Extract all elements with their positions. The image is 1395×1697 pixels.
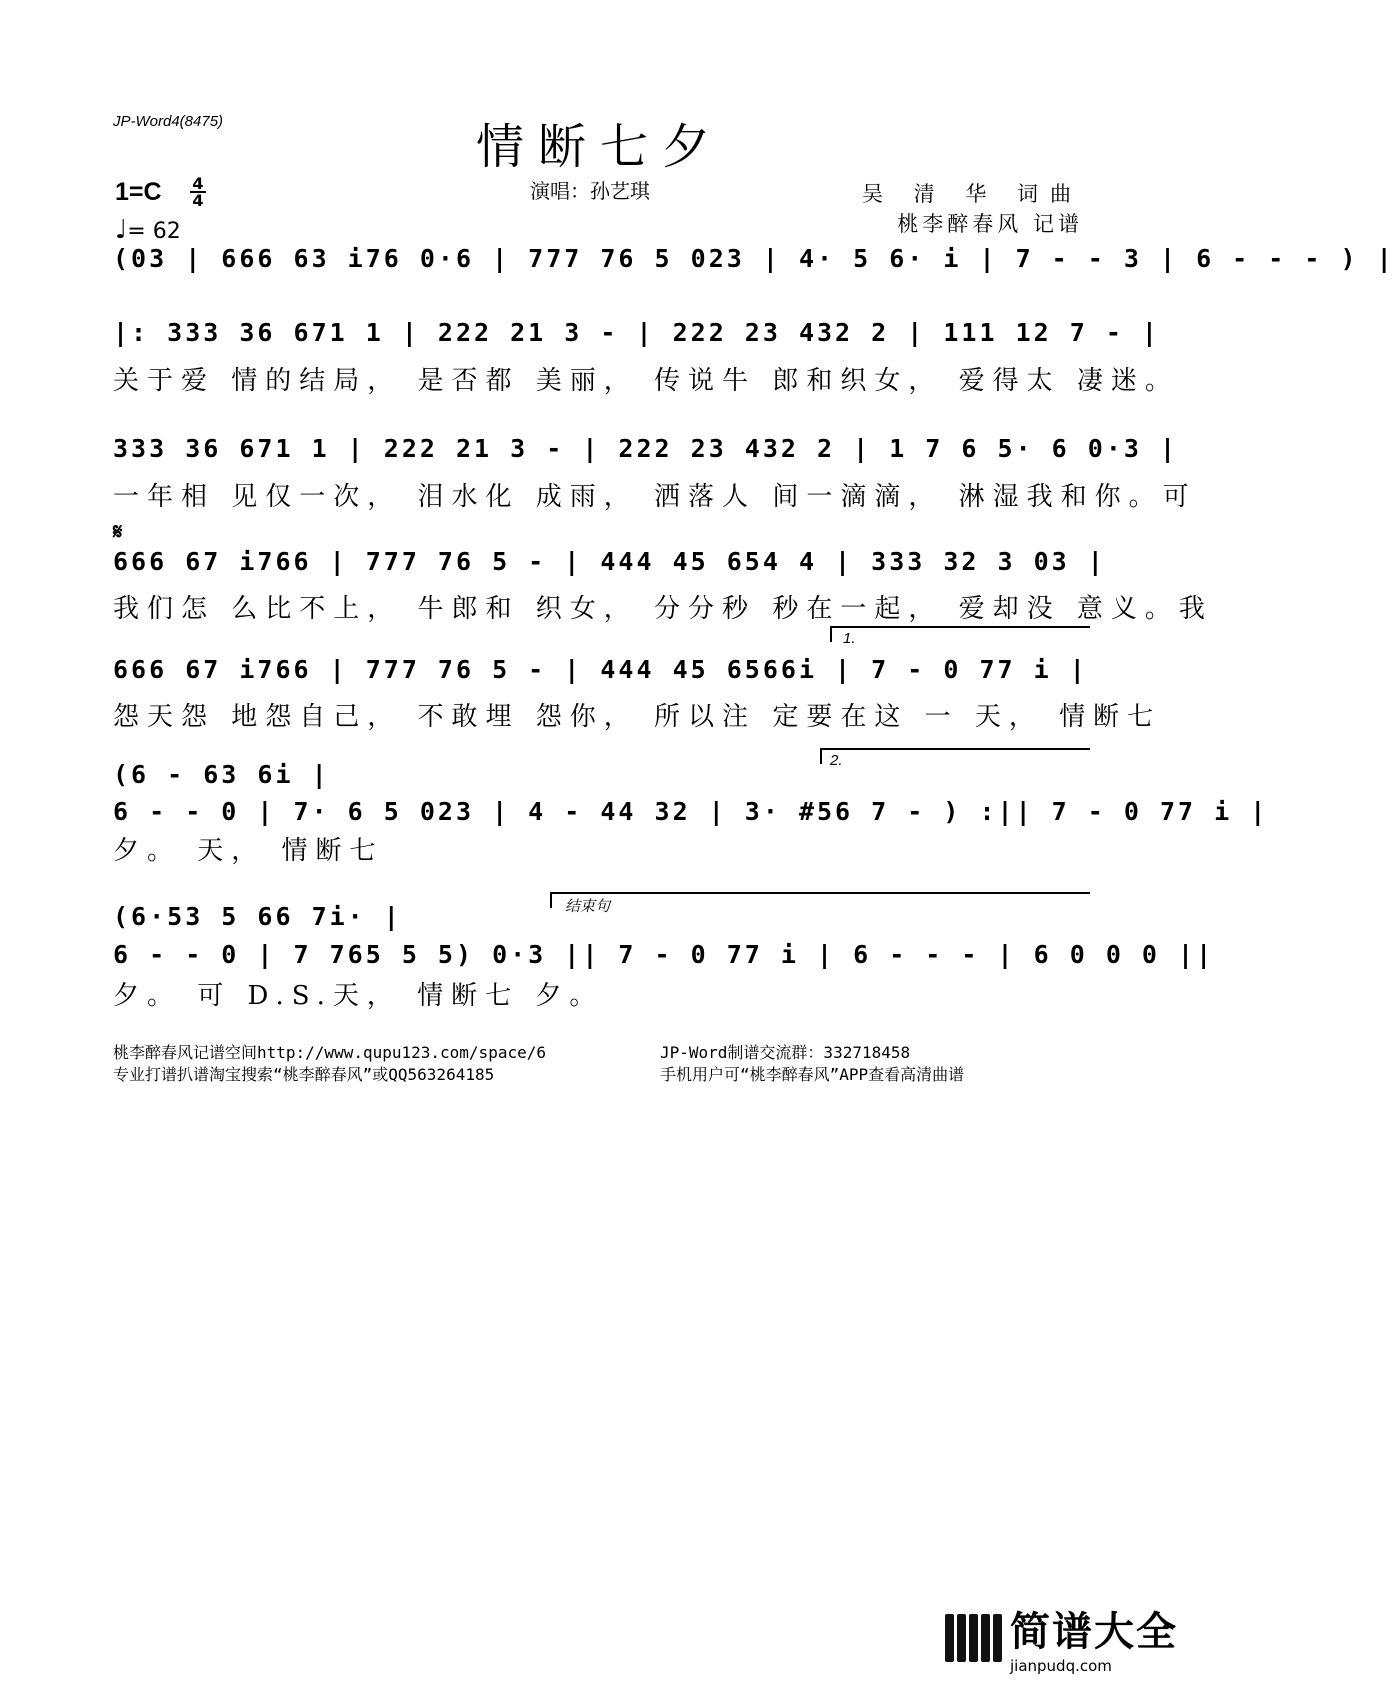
footer-right-line-2: 手机用户可“桃李醉春风”APP查看高清曲谱: [660, 1065, 965, 1084]
key-signature: 1=C: [115, 178, 162, 206]
transcriber-credit: 桃李醉春风 记谱: [897, 212, 1083, 236]
first-ending-label: 1.: [843, 630, 856, 647]
time-signature: [190, 176, 206, 208]
footer-left-line-1: 桃李醉春风记谱空间http://www.qupu123.com/space/6: [113, 1043, 546, 1062]
score-line-5-notes: 666 67 i766 | 777 76 5 - | 444 45 6566i | 7 - 0 77 i |: [113, 655, 1088, 684]
tempo-value: = 62: [127, 219, 181, 244]
score-line-6-upper-voice: (6 - 63 6i |: [113, 760, 330, 789]
meter-bottom: 4: [192, 191, 204, 210]
piano-keys-icon: [945, 1614, 1002, 1662]
segno-sign: 𝄋: [113, 520, 123, 545]
singer-credit: 演唱：孙艺琪: [530, 179, 650, 203]
site-logo: [945, 1600, 1178, 1675]
score-line-3-notes: 333 36 671 1 | 222 21 3 - | 222 23 432 2 | 1 7 6 5· 6 0·3 |: [113, 434, 1179, 463]
score-line-6-notes: 6 - - 0 | 7· 6 5 023 | 4 - 44 32 | 3· #56 7 - ) :|| 7 - 0 77 i |: [113, 797, 1269, 826]
score-line-3-lyrics: 一年相 见仅一次， 泪水化 成雨， 洒落人 间一滴滴， 淋湿我和你。可: [113, 482, 1197, 512]
quarter-note-icon: ♩: [115, 215, 128, 245]
ending-phrase-label: 结束句: [565, 898, 611, 915]
score-line-5-lyrics: 怨天怨 地怨自己， 不敢埋 怨你， 所以注 定要在这 一 天， 情断七: [113, 702, 1162, 732]
tempo-mark: [115, 215, 181, 245]
score-line-4-lyrics: 我们怎 么比不上， 牛郎和 织女， 分分秒 秒在一起， 爱却没 意义。我: [113, 594, 1213, 624]
meter-top: 4: [192, 174, 204, 193]
score-line-6-lyrics: 夕。 天， 情断七: [113, 836, 384, 866]
second-ending-label: 2.: [830, 752, 843, 769]
footer-left-line-2: 专业打谱扒谱淘宝搜索“桃李醉春风”或QQ563264185: [113, 1065, 495, 1084]
score-line-7-upper-voice: (6·53 5 66 7i· |: [113, 902, 402, 931]
lyricist-credit: 吴 清 华 词曲: [861, 182, 1083, 206]
source-label: JP-Word4(8475): [113, 113, 224, 130]
page-title: 情断七夕: [475, 119, 724, 175]
score-line-2-notes: |: 333 36 671 1 | 222 21 3 - | 222 23 432 2 | 111 12 7 - |: [113, 318, 1160, 347]
logo-url: jianpudq.com: [1010, 1657, 1112, 1675]
score-line-2-lyrics: 关于爱 情的结局， 是否都 美丽， 传说牛 郎和织女， 爱得太 凄迷。: [113, 366, 1179, 396]
score-line-7-lyrics: 夕。 可 D.S.天， 情断七 夕。: [113, 981, 604, 1011]
second-ending-bracket: [820, 748, 1090, 764]
ending-phrase-bracket: [550, 892, 1090, 908]
score-line-4-notes: 666 67 i766 | 777 76 5 - | 444 45 654 4 | 333 32 3 03 |: [113, 547, 1106, 576]
footer-right-line-1: JP-Word制谱交流群：332718458: [660, 1043, 911, 1062]
score-line-1-notes: (03 | 666 63 i76 0·6 | 777 76 5 023 | 4· 5 6· i | 7 - - 3 | 6 - - - ) |: [113, 244, 1395, 273]
logo-title: 简谱大全: [1010, 1609, 1178, 1655]
score-line-7-notes: 6 - - 0 | 7 765 5 5) 0·3 || 7 - 0 77 i | 6 - - - | 6 0 0 0 ||: [113, 940, 1215, 969]
first-ending-bracket: [830, 626, 1090, 642]
